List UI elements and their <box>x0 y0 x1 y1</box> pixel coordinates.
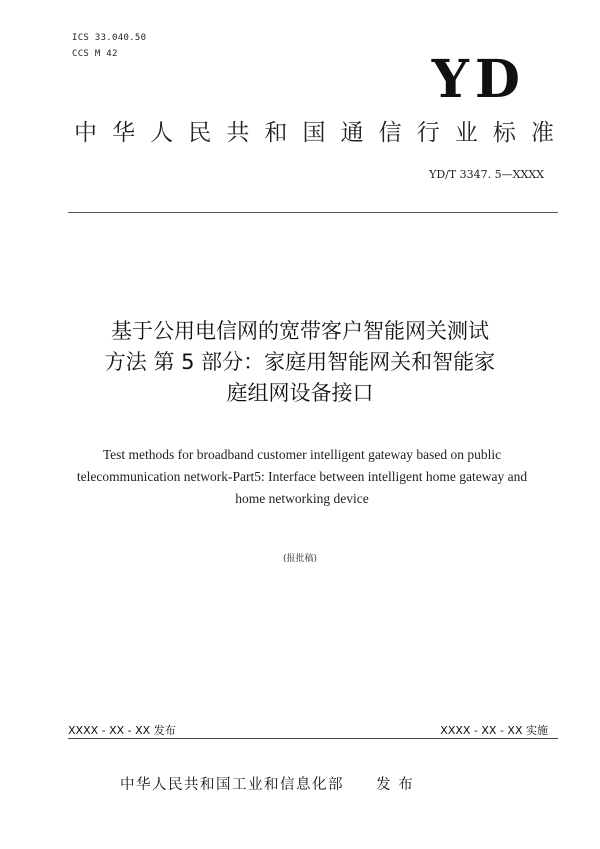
issuer <box>120 773 414 794</box>
english-title-line-1: Test methods for broadband customer intelligent gateway based on public <box>102 447 502 462</box>
issuer-action: 发 布 <box>376 777 415 793</box>
chinese-title-line-3: 庭组网设备接口 <box>226 381 374 405</box>
english-title <box>52 444 552 510</box>
english-title-line-2: telecommunication network-Part5: Interface between intelligent home gateway and <box>76 469 528 484</box>
ics-code: ICS 33.040.50 <box>72 33 147 43</box>
standard-number: YD/T 3347. 5—XXXX <box>429 168 544 181</box>
classification-codes <box>72 30 146 62</box>
implement-date: XXXX - XX - XX 实施 <box>440 724 548 737</box>
chinese-title-line-1: 基于公用电信网的宽带客户智能网关测试 <box>111 319 489 343</box>
chinese-title-line-2: 方法 第 5 部分：家庭用智能网关和智能家 <box>104 350 496 374</box>
publish-date: XXXX - XX - XX 发布 <box>68 724 176 737</box>
chinese-title <box>60 316 540 409</box>
organization-title: 中华人民共和国通信行业标准 <box>74 120 558 146</box>
top-divider <box>68 212 558 213</box>
draft-status: (报批稿) <box>282 554 318 564</box>
yd-logo: YD <box>431 49 526 110</box>
english-title-line-3: home networking device <box>235 491 369 506</box>
issuer-name: 中华人民共和国工业和信息化部 <box>120 777 344 793</box>
ccs-code: CCS M 42 <box>72 49 118 59</box>
bottom-divider <box>68 738 558 739</box>
